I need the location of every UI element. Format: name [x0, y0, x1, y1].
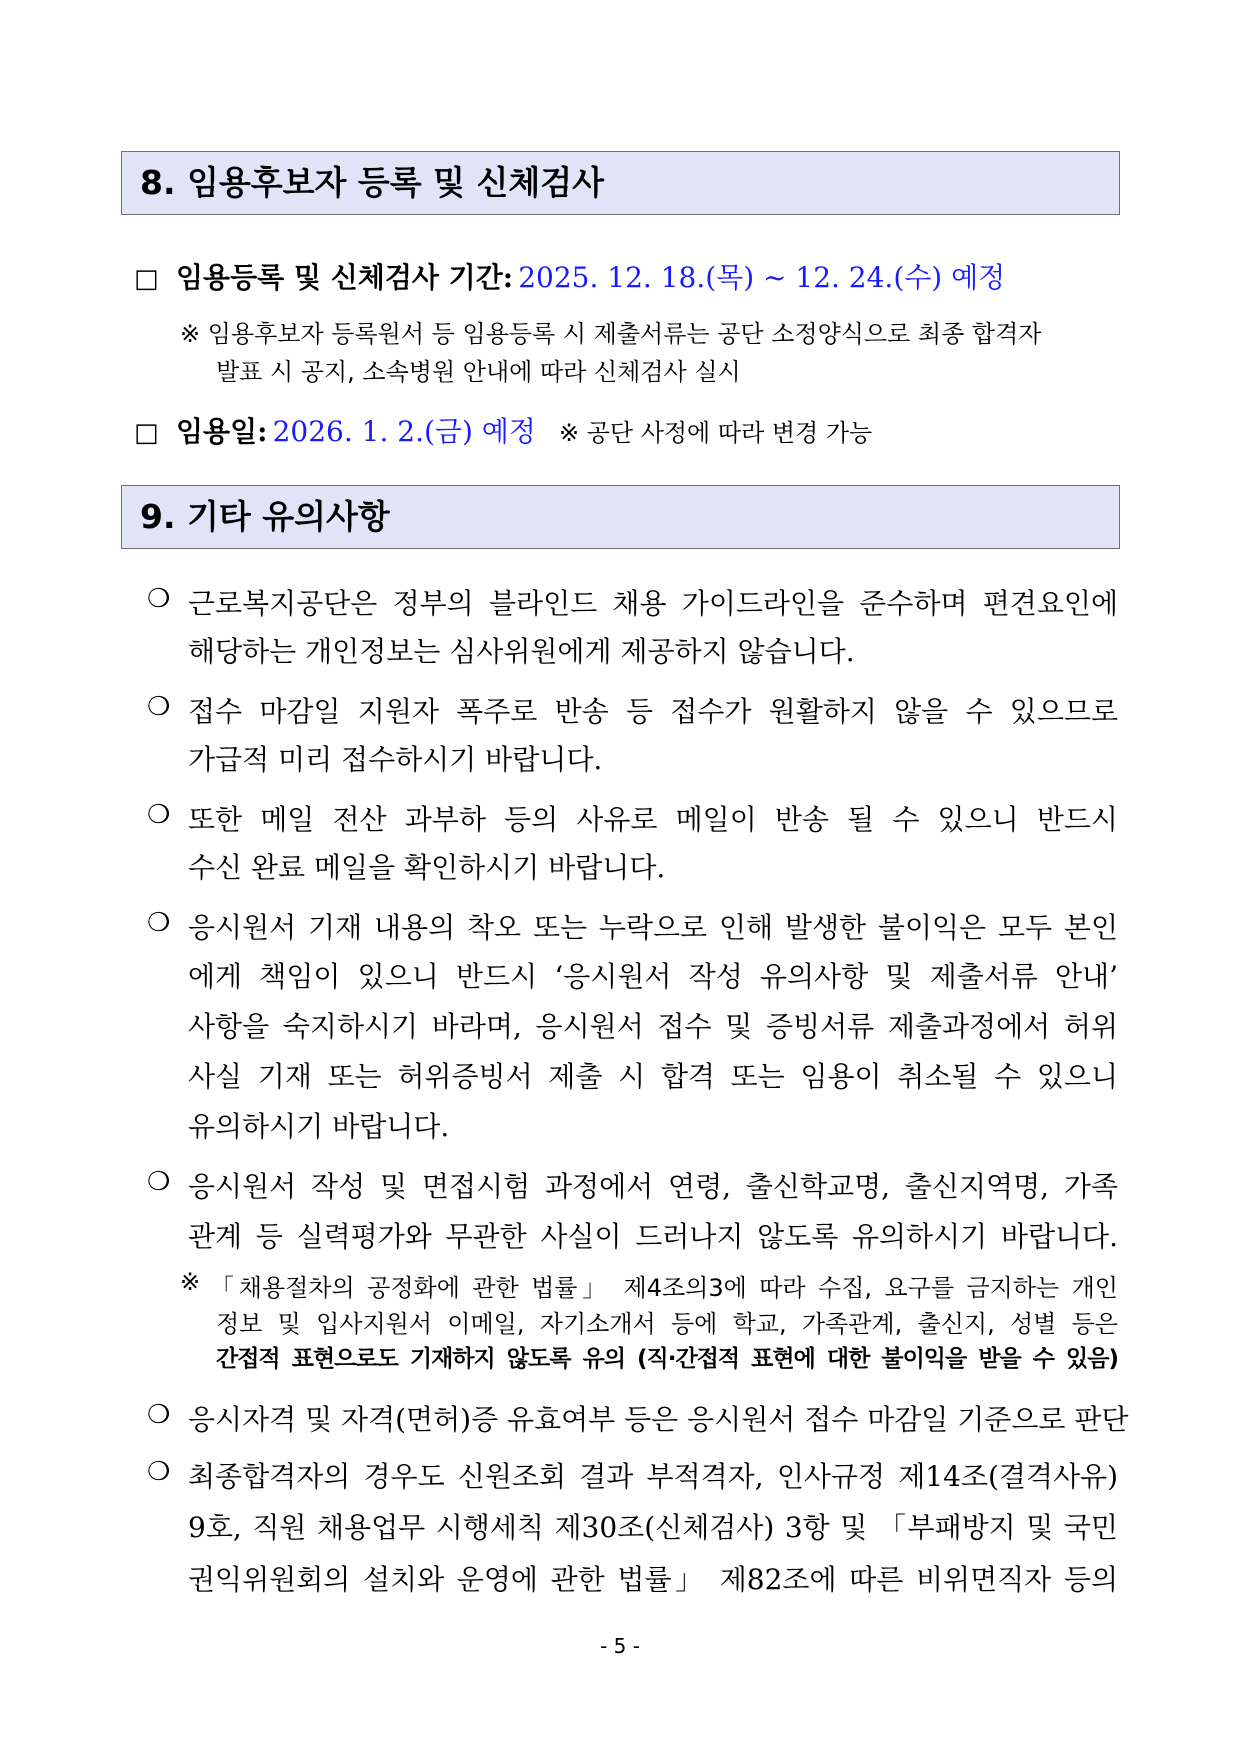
notice-paragraph-5-line-1: 응시원서 작성 및 면접시험 과정에서 연령, 출신학교명, 출신지역명, 가족	[188, 1170, 1118, 1203]
notice-paragraph-2-line-1: 접수 마감일 지원자 폭주로 반송 등 접수가 원활하지 않을 수 있으므로	[188, 695, 1118, 728]
circle-bullet-icon: ❍	[147, 1457, 171, 1487]
privacy-note-line-1: 「채용절차의 공정화에 관한 법률」 제4조의3에 따라 수집, 요구를 금지하는 개인	[210, 1274, 1118, 1302]
notice-paragraph-2-line-2: 가급적 미리 접수하시기 바랍니다.	[188, 743, 603, 776]
section-8-header	[121, 151, 1120, 215]
appointment-date-item	[134, 410, 872, 450]
circle-bullet-icon: ❍	[147, 908, 171, 938]
notice-paragraph-4-line-2: 에게 책임이 있으니 반드시 ‘응시원서 작성 유의사항 및 제출서류 안내’	[188, 960, 1118, 993]
registration-note-line-2: 발표 시 공지, 소속병원 안내에 따라 신체검사 실시	[216, 358, 741, 386]
privacy-note-line-2: 정보 및 입사지원서 이메일, 자기소개서 등에 학교, 가족관계, 출신지, 성별 등은	[216, 1310, 1118, 1338]
notice-paragraph-4-line-4: 사실 기재 또는 허위증빙서 제출 시 합격 또는 임용이 취소될 수 있으니	[188, 1060, 1118, 1093]
notice-paragraph-3-line-1: 또한 메일 전산 과부하 등의 사유로 메일이 반송 될 수 있으니 반드시	[188, 803, 1118, 836]
checkbox-bullet-icon: □	[134, 418, 159, 448]
note-mark-icon: ※	[180, 320, 201, 348]
notice-paragraph-7-line-2: 9호, 직원 채용업무 시행세칙 제30조(신체검사) 3항 및 「부패방지 및 국민	[188, 1511, 1118, 1544]
privacy-note-line-3: 간접적 표현으로도 기재하지 않도록 유의 (직·간접적 표현에 대한 불이익을 받을 수 있음)	[216, 1346, 1118, 1372]
notice-paragraph-6-line-1: 응시자격 및 자격(면허)증 유효여부 등은 응시원서 접수 마감일 기준으로 판단	[188, 1403, 1129, 1436]
section-8-title: 8. 임용후보자 등록 및 신체검사	[140, 163, 604, 202]
appointment-date-value: 2026. 1. 2.(금) 예정	[272, 415, 536, 448]
registration-note-line-1: ※ 임용후보자 등록원서 등 임용등록 시 제출서류는 공단 소정양식으로 최종 합격자	[180, 320, 1042, 348]
notice-paragraph-4-line-1: 응시원서 기재 내용의 착오 또는 누락으로 인해 발생한 불이익은 모두 본인	[188, 911, 1118, 944]
registration-period-date: 2025. 12. 18.(목) ~ 12. 24.(수) 예정	[518, 261, 1006, 294]
circle-bullet-icon: ❍	[147, 1400, 171, 1430]
notice-paragraph-4-line-5: 유의하시기 바랍니다.	[188, 1110, 450, 1143]
appointment-date-note: ※ 공단 사정에 따라 변경 가능	[558, 419, 873, 447]
notice-paragraph-1-line-1: 근로복지공단은 정부의 블라인드 채용 가이드라인을 준수하며 편견요인에	[188, 587, 1118, 620]
circle-bullet-icon: ❍	[147, 692, 171, 722]
note-mark-icon: ※	[180, 1268, 201, 1296]
notice-paragraph-4-line-3: 사항을 숙지하시기 바라며, 응시원서 접수 및 증빙서류 제출과정에서 허위	[188, 1010, 1118, 1043]
circle-bullet-icon: ❍	[147, 1167, 171, 1197]
notice-paragraph-5-line-2: 관계 등 실력평가와 무관한 사실이 드러나지 않도록 유의하시기 바랍니다.	[188, 1220, 1118, 1253]
notice-paragraph-3-line-2: 수신 완료 메일을 확인하시기 바랍니다.	[188, 851, 666, 884]
registration-period-label: 임용등록 및 신체검사 기간:	[176, 261, 514, 294]
checkbox-bullet-icon: □	[134, 264, 159, 294]
notice-paragraph-7-line-3: 권익위원회의 설치와 운영에 관한 법률」 제82조에 따른 비위면직자 등의	[188, 1563, 1118, 1596]
section-9-title: 9. 기타 유의사항	[140, 497, 390, 536]
notice-paragraph-1-line-2: 해당하는 개인정보는 심사위원에게 제공하지 않습니다.	[188, 635, 855, 668]
notice-paragraph-7-line-1: 최종합격자의 경우도 신원조회 결과 부적격자, 인사규정 제14조(결격사유)	[188, 1460, 1118, 1493]
page-number: - 5 -	[600, 1634, 640, 1658]
registration-period-item	[134, 256, 1005, 296]
section-9-header	[121, 485, 1120, 549]
appointment-date-label: 임용일:	[176, 415, 268, 448]
circle-bullet-icon: ❍	[147, 584, 171, 614]
circle-bullet-icon: ❍	[147, 800, 171, 830]
